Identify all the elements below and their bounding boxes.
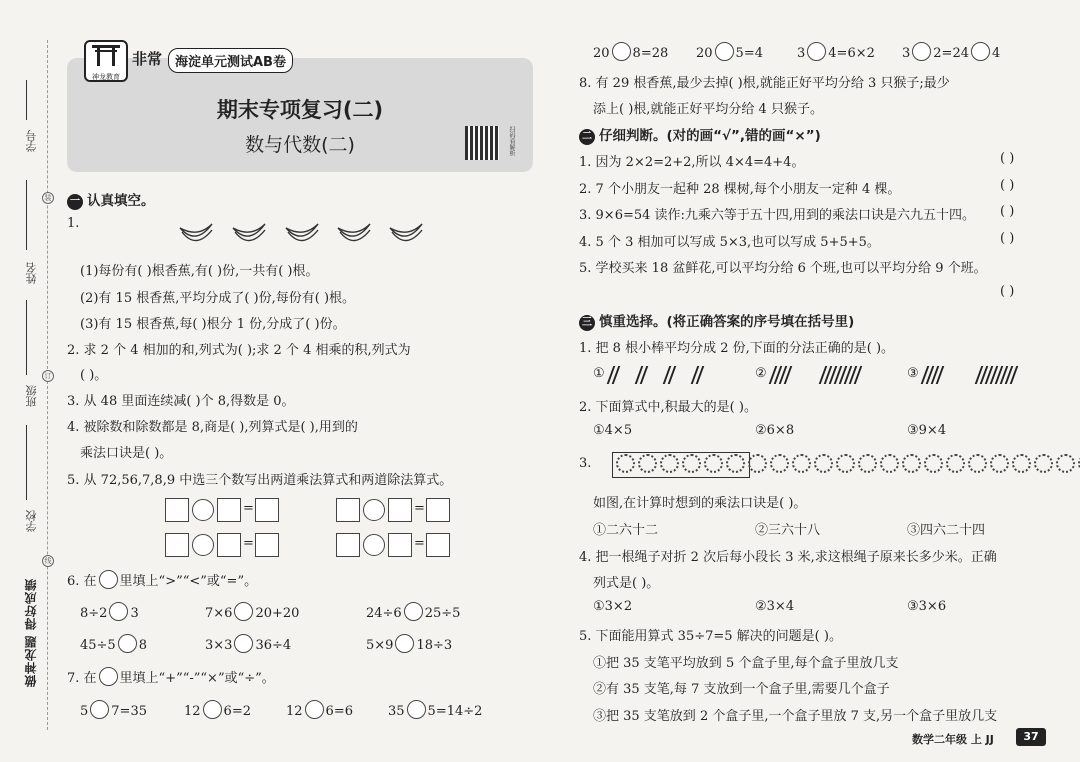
banana-icon — [334, 216, 374, 246]
q6-item: 7×6 20+20 — [205, 602, 299, 621]
judge-answer-paren[interactable]: ( ) — [1000, 231, 1015, 246]
flower-icon — [660, 454, 679, 473]
answer-box[interactable] — [336, 498, 360, 522]
judge-item: 3. 9×6=54 读作:九乘六等于五十四,用到的乘法口诀是六九五十四。 — [579, 208, 976, 223]
section-2-heading: 二 仔细判断。(对的画“√”,错的画“×”) — [579, 124, 821, 145]
q7-instruction: 7. 在 里填上“+”“-”“×”或“÷”。 — [67, 667, 275, 686]
q6-item: 3×3 36÷4 — [205, 634, 291, 653]
q1-part-3: (3)有 15 根香蕉,每( )根分 1 份,分成了( )份。 — [80, 317, 346, 332]
answer-circle[interactable] — [807, 42, 826, 61]
choice-q4-line-1: 4. 把一根绳子对折 2 次后每小段长 3 米,求这根绳子原来长多少米。正确 — [579, 550, 997, 565]
school-label: 学校 — [25, 510, 38, 532]
binding-mark: 订 — [42, 370, 54, 382]
choice-option[interactable]: ③ — [907, 366, 919, 381]
series-name: 海淀单元测试AB卷 — [168, 48, 293, 73]
flower-icon — [726, 454, 745, 473]
q4-line-1: 4. 被除数和除数都是 8,商是( ),列算式是( ),用到的 — [67, 420, 358, 435]
flower-icon — [748, 454, 767, 473]
judge-item: 1. 因为 2×2=2+2,所以 4×4=4+4。 — [579, 155, 805, 170]
choice-q3-text: 如图,在计算时想到的乘法口诀是( )。 — [593, 496, 807, 511]
banana-icon — [282, 216, 322, 246]
flower-icon — [770, 454, 789, 473]
choice-q5: 5. 下面能用算式 35÷7=5 解决的问题是( )。 — [579, 629, 842, 644]
q4-line-2: 乘法口诀是( )。 — [80, 446, 173, 461]
choice-q1: 1. 把 8 根小棒平均分成 2 份,下面的分法正确的是( )。 — [579, 341, 895, 356]
choice-q4-line-2: 列式是( )。 — [593, 576, 660, 591]
q7-item: 12 6=6 — [286, 700, 353, 719]
q1-number: 1. — [67, 216, 80, 231]
qr-code[interactable] — [465, 126, 499, 160]
answer-circle[interactable] — [612, 42, 631, 61]
q7-item: 3 2=24 4 — [902, 42, 1000, 61]
flower-icon — [946, 454, 965, 473]
answer-circle[interactable] — [99, 667, 118, 686]
flower-icon — [1056, 454, 1075, 473]
flower-icon — [682, 454, 701, 473]
choice-option[interactable]: ②6×8 — [755, 423, 795, 438]
flower-icon — [814, 454, 833, 473]
answer-circle[interactable] — [109, 602, 128, 621]
choice-option[interactable]: ②3×4 — [755, 599, 795, 614]
answer-circle[interactable] — [305, 700, 324, 719]
choice-option[interactable]: ①3×2 — [593, 599, 633, 614]
answer-box[interactable] — [388, 533, 412, 557]
flower-icon — [1034, 454, 1053, 473]
equals-sign: = — [414, 536, 425, 551]
flower-icon — [902, 454, 921, 473]
q5: 5. 从 72,56,7,8,9 中选三个数写出两道乘法算式和两道除法算式。 — [67, 473, 453, 488]
flower-icon — [990, 454, 1009, 473]
flower-row — [616, 454, 1080, 473]
choice-option[interactable]: ①把 35 支笔平均放到 5 个盒子里,每个盒子里放几支 — [593, 656, 899, 671]
answer-circle[interactable] — [971, 42, 990, 61]
judge-answer-paren[interactable]: ( ) — [1000, 204, 1015, 219]
banana-icon — [229, 216, 269, 246]
q6-instruction: 6. 在 里填上“>”“<”或“=”。 — [67, 570, 257, 589]
q3: 3. 从 48 里面连续减( )个 8,得数是 0。 — [67, 394, 295, 409]
q6-item: 45÷5 8 — [80, 634, 147, 653]
flower-icon — [616, 454, 635, 473]
gate-icon — [86, 42, 126, 68]
choice-option[interactable]: ①二六十二 — [593, 523, 659, 538]
judge-item: 5. 学校买来 18 盆鲜花,可以平均分给 6 个班,也可以平均分给 9 个班。 — [579, 261, 987, 276]
q6-item: 24÷6 25÷5 — [366, 602, 460, 621]
q8-line-1: 8. 有 29 根香蕉,最少去掉( )根,就能正好平均分给 3 只猴子;最少 — [579, 76, 950, 91]
answer-box[interactable] — [255, 498, 279, 522]
q7-item: 3 4=6×2 — [797, 42, 875, 61]
answer-circle[interactable] — [203, 700, 222, 719]
judge-answer-paren[interactable]: ( ) — [1000, 284, 1015, 299]
answer-box[interactable] — [255, 533, 279, 557]
flower-icon — [858, 454, 877, 473]
banana-icon — [386, 216, 426, 246]
answer-circle[interactable] — [192, 499, 214, 521]
binding-mark: 装 — [42, 192, 54, 204]
student-number-label: 学号 — [25, 130, 38, 152]
flower-icon — [638, 454, 657, 473]
flower-icon — [924, 454, 943, 473]
q7-item: 20 8=28 — [593, 42, 668, 61]
q7-item: 12 6=2 — [184, 700, 251, 719]
answer-circle[interactable] — [407, 700, 426, 719]
flower-icon — [704, 454, 723, 473]
q6-item: 5×9 18÷3 — [366, 634, 452, 653]
banana-icon — [176, 216, 216, 246]
class-label: 班级 — [25, 385, 38, 407]
answer-box[interactable] — [165, 498, 189, 522]
equals-sign: = — [243, 501, 254, 516]
q7-item: 5 7=35 — [80, 700, 147, 719]
answer-circle[interactable] — [90, 700, 109, 719]
choice-q3-number: 3. — [579, 456, 592, 471]
answer-circle[interactable] — [234, 602, 253, 621]
choice-option[interactable]: ①4×5 — [593, 423, 633, 438]
choice-option[interactable]: ③把 35 支笔放到 2 个盒子里,一个盒子里放 7 支,另一个盒子里放几支 — [593, 709, 998, 724]
judge-answer-paren[interactable]: ( ) — [1000, 178, 1015, 193]
answer-circle[interactable] — [395, 634, 414, 653]
choice-option[interactable]: ②三六十八 — [755, 523, 821, 538]
answer-circle[interactable] — [404, 602, 423, 621]
binding-line — [47, 40, 48, 730]
title-banner — [67, 58, 533, 172]
answer-circle[interactable] — [118, 634, 137, 653]
choice-q2: 2. 下面算式中,积最大的是( )。 — [579, 400, 757, 415]
q8-line-2: 添上( )根,就能正好平均分给 4 只猴子。 — [593, 102, 823, 117]
flower-icon — [880, 454, 899, 473]
flower-icon — [1012, 454, 1031, 473]
q2-line-2: ( )。 — [80, 368, 108, 383]
q7-item: 35 5=14÷2 — [388, 700, 482, 719]
answer-circle[interactable] — [363, 534, 385, 556]
answer-circle[interactable] — [192, 534, 214, 556]
logo-text: 神龙教育 — [92, 73, 120, 81]
binding-mark: 线 — [42, 555, 54, 567]
answer-circle[interactable] — [363, 499, 385, 521]
publisher-logo — [84, 40, 128, 82]
choice-option[interactable]: ③3×6 — [907, 599, 947, 614]
judge-item: 4. 5 个 3 相加可以写成 5×3,也可以写成 5+5+5。 — [579, 235, 880, 250]
name-label: 姓名 — [25, 262, 38, 284]
q1-part-2: (2)有 15 根香蕉,平均分成了( )份,每份有( )根。 — [80, 291, 356, 306]
choice-option[interactable]: ③9×4 — [907, 423, 947, 438]
page-title: 期末专项复习(二) — [216, 98, 384, 122]
answer-circle[interactable] — [99, 570, 118, 589]
answer-box[interactable] — [388, 498, 412, 522]
section-1-heading: 一 认真填空。 — [67, 189, 155, 210]
answer-circle[interactable] — [234, 634, 253, 653]
answer-box[interactable] — [426, 533, 450, 557]
answer-box[interactable] — [336, 533, 360, 557]
slogan: 做神龙题 得好成绩 — [24, 578, 38, 688]
equals-sign: = — [414, 501, 425, 516]
choice-option[interactable]: ②有 35 支笔,每 7 支放到一个盒子里,需要几个盒子 — [593, 682, 890, 697]
choice-option[interactable]: ② — [755, 366, 767, 381]
footer-subject: 数学二年级 上 JJ — [912, 733, 994, 746]
q2-line-1: 2. 求 2 个 4 相加的和,列式为( );求 2 个 4 相乘的积,列式为 — [67, 343, 411, 358]
school-line — [26, 425, 27, 500]
answer-box[interactable] — [426, 498, 450, 522]
q7-item: 20 5=4 — [696, 42, 763, 61]
judge-item: 2. 7 个小朋友一起种 28 棵树,每个小朋友一定种 4 棵。 — [579, 182, 901, 197]
answer-circle[interactable] — [912, 42, 931, 61]
name-line — [26, 180, 27, 250]
qr-note: 扫码看解析 — [508, 126, 515, 156]
q6-item: 8÷2 3 — [80, 602, 139, 621]
equals-sign: = — [243, 536, 254, 551]
choice-option[interactable]: ① — [593, 366, 605, 381]
page-number: 37 — [1016, 728, 1046, 746]
answer-box[interactable] — [217, 533, 241, 557]
flower-icon — [792, 454, 811, 473]
judge-answer-paren[interactable]: ( ) — [1000, 151, 1015, 166]
student-number-line — [26, 80, 27, 120]
answer-box[interactable] — [217, 498, 241, 522]
section-3-heading: 三 慎重选择。(将正确答案的序号填在括号里) — [579, 310, 854, 331]
page-subtitle: 数与代数(二) — [245, 134, 355, 156]
q1-part-1: (1)每份有( )根香蕉,有( )份,一共有( )根。 — [80, 264, 319, 279]
answer-box[interactable] — [165, 533, 189, 557]
flower-icon — [836, 454, 855, 473]
choice-option[interactable]: ③四六二十四 — [907, 523, 986, 538]
flower-icon — [968, 454, 987, 473]
brand-name: 非常 — [132, 50, 163, 68]
answer-circle[interactable] — [715, 42, 734, 61]
class-line — [26, 300, 27, 375]
